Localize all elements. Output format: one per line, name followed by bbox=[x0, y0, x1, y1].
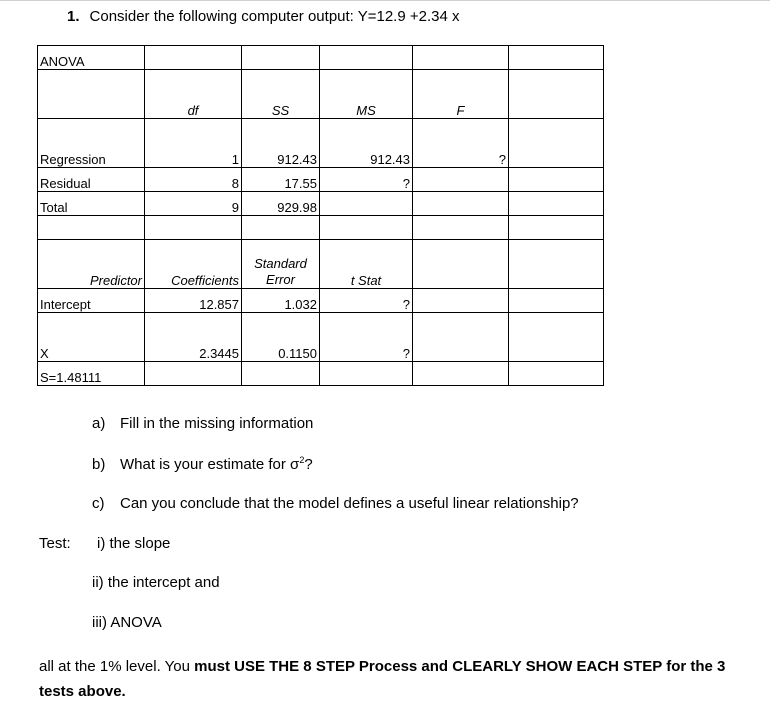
anova-label: ANOVA bbox=[38, 46, 145, 70]
coefficients-header: Coefficients bbox=[145, 240, 242, 289]
top-border bbox=[0, 0, 770, 1]
row-label: Intercept bbox=[38, 289, 145, 313]
regression-output-table bbox=[37, 45, 604, 386]
coef-header-row bbox=[38, 240, 604, 289]
coef-value: 12.857 bbox=[145, 289, 242, 313]
row-label: Total bbox=[38, 192, 145, 216]
predictor-header: Predictor bbox=[38, 240, 145, 289]
row-label: Residual bbox=[38, 168, 145, 192]
se-value: 1.032 bbox=[242, 289, 320, 313]
row-label: Regression bbox=[38, 119, 145, 168]
total-row bbox=[38, 192, 604, 216]
df-header: df bbox=[145, 70, 242, 119]
ms-value: 912.43 bbox=[320, 119, 413, 168]
test-label: Test: bbox=[39, 535, 71, 552]
se-value: 0.1150 bbox=[242, 313, 320, 362]
test-item: iii) ANOVA bbox=[92, 614, 162, 631]
test-item: i) the slope bbox=[97, 535, 171, 552]
row-label: X bbox=[38, 313, 145, 362]
tstat-value: ? bbox=[320, 289, 413, 313]
ss-value: 912.43 bbox=[242, 119, 320, 168]
question-title bbox=[67, 8, 459, 25]
question-text: Consider the following computer output: Y=12.9 +2.34 x bbox=[89, 8, 460, 25]
intercept-row bbox=[38, 289, 604, 313]
ms-header: MS bbox=[320, 70, 413, 119]
regression-row bbox=[38, 119, 604, 168]
ss-value: 929.98 bbox=[242, 192, 320, 216]
f-value bbox=[413, 192, 509, 216]
df-value: 8 bbox=[145, 168, 242, 192]
test-item: ii) the intercept and bbox=[92, 574, 220, 591]
x-row bbox=[38, 313, 604, 362]
df-value: 1 bbox=[145, 119, 242, 168]
coef-value: 2.3445 bbox=[145, 313, 242, 362]
ms-value: ? bbox=[320, 168, 413, 192]
part-b: b) What is your estimate for $\sigma^2$? bbox=[92, 455, 313, 473]
f-header: F bbox=[413, 70, 509, 119]
s-value: S=1.48111 bbox=[38, 362, 145, 386]
part-c: c) Can you conclude that the model defines a useful linear relationship? bbox=[92, 495, 579, 512]
se-header: Standard Error bbox=[242, 240, 320, 289]
tstat-value: ? bbox=[320, 313, 413, 362]
question-number: 1. bbox=[67, 8, 80, 25]
spacer-row bbox=[38, 216, 604, 240]
ss-value: 17.55 bbox=[242, 168, 320, 192]
instructions-paragraph: all at the 1% level. You must USE THE 8 STEP Process and CLEARLY SHOW EACH STEP for the 3 tests above. bbox=[39, 658, 726, 700]
residual-row bbox=[38, 168, 604, 192]
ss-header: SS bbox=[242, 70, 320, 119]
s-row bbox=[38, 362, 604, 386]
table-row bbox=[38, 46, 604, 70]
anova-header-row bbox=[38, 70, 604, 119]
f-value bbox=[413, 168, 509, 192]
tstat-header: t Stat bbox=[320, 240, 413, 289]
ms-value bbox=[320, 192, 413, 216]
f-value: ? bbox=[413, 119, 509, 168]
part-a: a) Fill in the missing information bbox=[92, 415, 314, 432]
df-value: 9 bbox=[145, 192, 242, 216]
